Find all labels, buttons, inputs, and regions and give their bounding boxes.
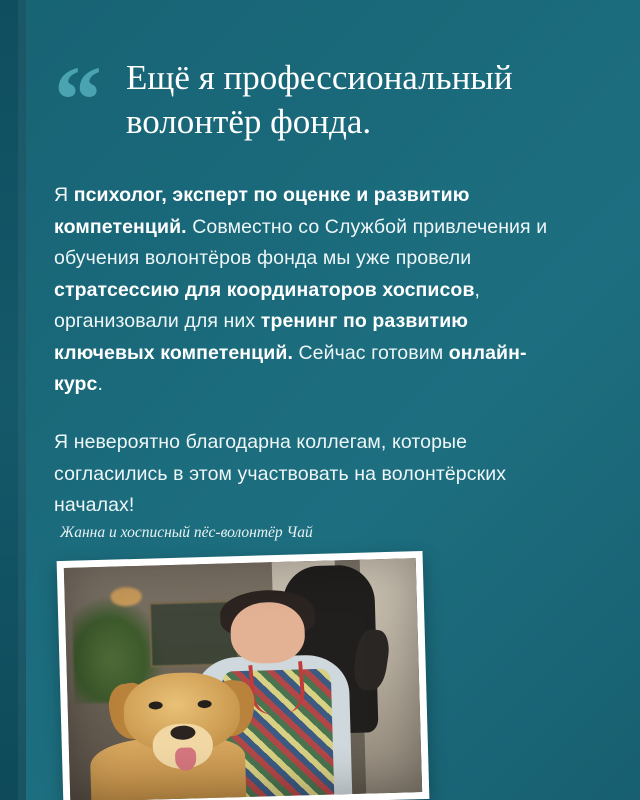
paragraph-1: Я психолог, эксперт по оценке и развитию компетенций. Совместно со Службой привлечения и обучения волонтёров фонда мы уже провели стратсессию для координаторов хосписов, организовали для них тренинг по развитию ключевых компетенций. Сейчас готовим онлайн-курс. (54, 184, 548, 396)
photo-image (64, 558, 422, 800)
body-text (54, 180, 554, 522)
photo-caption: Жанна и хосписный пёс-волонтёр Чай (60, 524, 313, 541)
photo-frame (57, 551, 430, 800)
photo-lanyard (248, 661, 306, 717)
photo-dog-eye-left (149, 701, 163, 709)
page-title: Ещё я профессиональный волонтёр фонда. (126, 58, 513, 142)
quotation-mark-icon: “ (54, 46, 98, 153)
photo-woman-head (230, 601, 306, 664)
left-accent-highlight (18, 0, 26, 800)
paragraph-2: Я невероятно благодарна коллегам, которые согласились в этом участвовать на волонтёрских началах! (54, 431, 507, 517)
photo-dog-tongue (174, 747, 196, 771)
